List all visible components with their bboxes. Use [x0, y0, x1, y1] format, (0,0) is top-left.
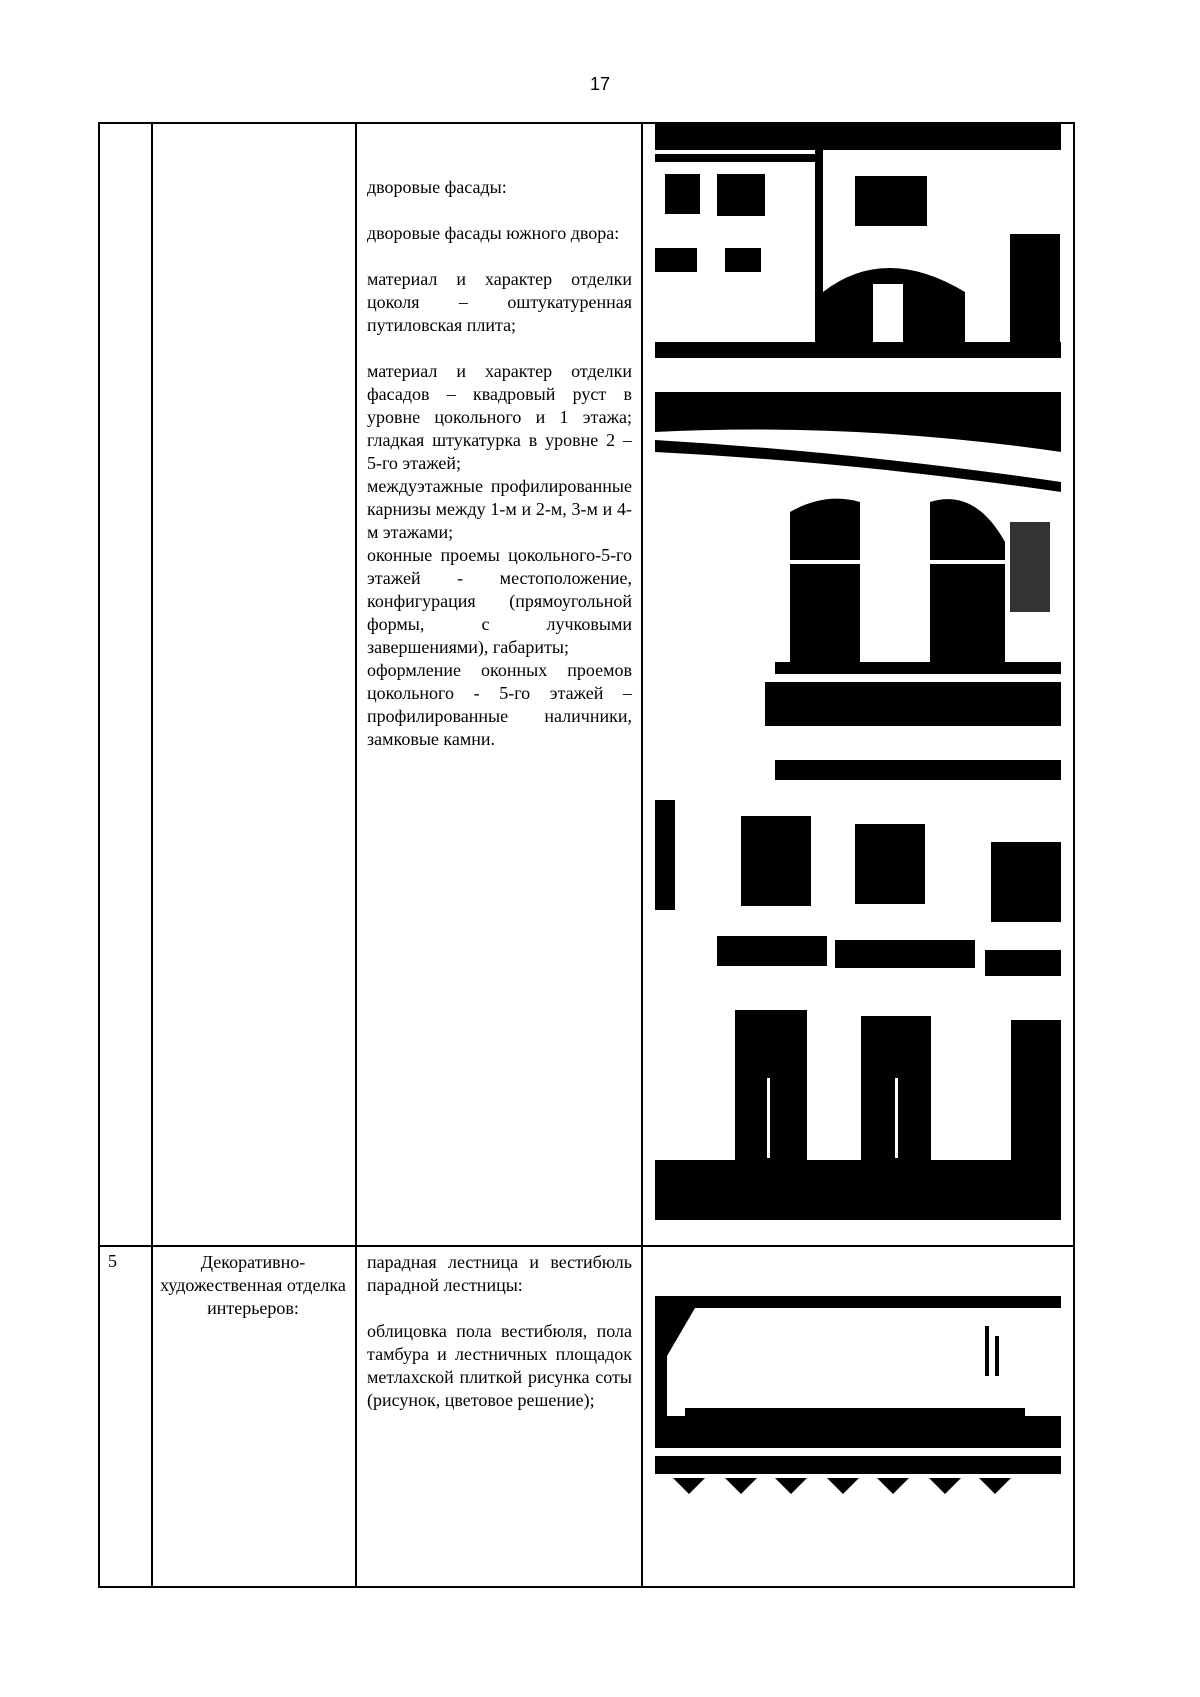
column-divider — [641, 122, 643, 1588]
paragraph-main-staircase: парадная лестница и вестибюль парадной лестницы: — [367, 1252, 632, 1295]
paragraph-courtyard-facades: дворовые фасады: — [367, 177, 507, 197]
photo-arched-windows — [655, 392, 1061, 736]
row-5-description — [367, 1251, 632, 1412]
paragraph-plinth-finish: материал и характер отделки цоколя – оштукатуренная путиловская плита; — [367, 269, 632, 335]
paragraph-floor-tiling: облицовка пола вестибюля, пола тамбура и лестничных площадок метлахской плиткой рисунка соты (рисунок, цветовое решение); — [367, 1321, 632, 1410]
column-divider — [151, 122, 153, 1588]
photo-upper-floors-windows — [655, 760, 1061, 1220]
row-5-name: Декоративно-художественная отделка интерьеров: — [160, 1252, 346, 1318]
row-continued-description — [367, 176, 632, 751]
paragraph-south-courtyard: дворовые фасады южного двора: — [367, 223, 620, 243]
photo-courtyard-facade-arch — [655, 124, 1061, 358]
row-5-number: 5 — [108, 1251, 117, 1271]
page-number: 17 — [589, 74, 611, 94]
photo-vestibule-staircase — [655, 1296, 1061, 1502]
paragraph-facade-finish: материал и характер отделки фасадов – квадровый руст в уровне цокольного и 1 этажа; гладкая штукатурка в уровне 2 – 5-го этажей; междуэтажные профилированные карнизы между 1-м и 2-м, 3-м и 4-м этажами; оконные проемы цокольного-5-го этажей - местоположение, конфигурация (прямоугольной формы, с лучковыми завершениями), габариты; оформление оконных проемов цокольного - 5-го этажей – профилированные наличники, замковые камни. — [367, 361, 632, 749]
row-divider — [98, 1245, 1075, 1247]
column-divider — [355, 122, 357, 1588]
